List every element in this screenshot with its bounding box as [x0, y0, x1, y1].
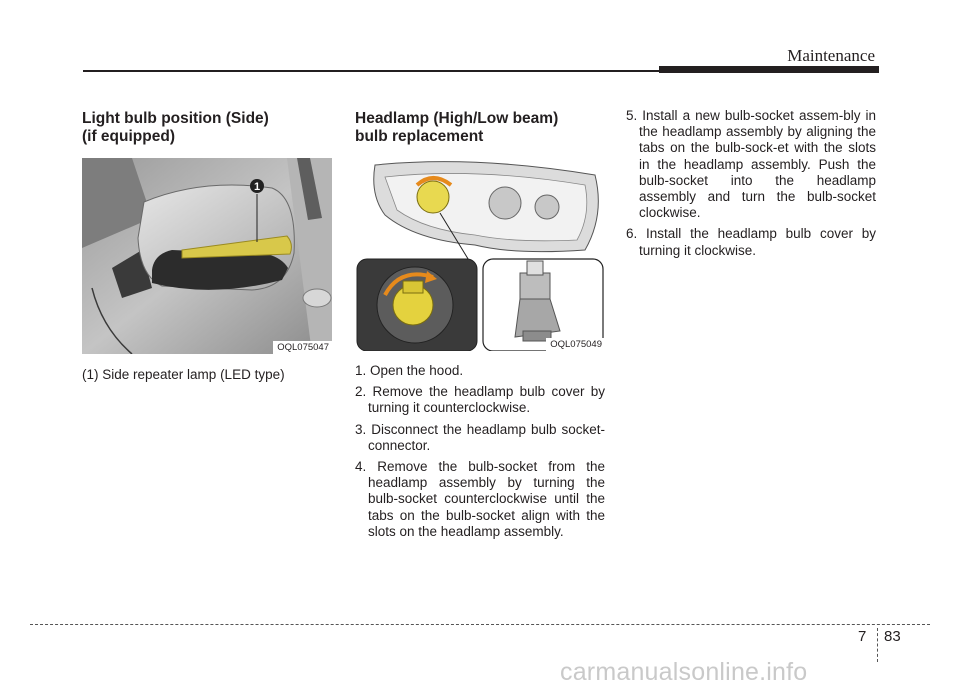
step-item: 4. Remove the bulb-socket from the headlamp assembly by turning the bulb-socket counterclockwise until the tabs on the bulb-socket align with the slots on the headlamp assembly. — [355, 459, 605, 539]
header-rule-accent — [659, 66, 879, 73]
figure-caption: (1) Side repeater lamp (LED type) — [82, 367, 285, 382]
callout-number: 1 — [253, 181, 261, 193]
chapter-number: 7 — [858, 628, 867, 645]
footer-rule — [30, 624, 930, 625]
headlamp-steps-continued — [626, 108, 876, 264]
page-number: 83 — [884, 628, 901, 645]
headlamp-section — [355, 110, 605, 545]
side-lamp-heading — [82, 110, 332, 146]
step-item: 2. Remove the headlamp bulb cover by turning it counterclockwise. — [355, 384, 605, 416]
watermark: carmanualsonline.info — [560, 658, 808, 686]
side-mirror-illustration — [82, 158, 332, 354]
heading-line: (if equipped) — [82, 128, 175, 145]
figure-code: OQL075049 — [546, 338, 605, 351]
headlamp-steps-list-continued — [626, 108, 876, 259]
headlamp-illustration — [355, 155, 605, 351]
side-mirror-figure — [82, 158, 332, 354]
step-item: 6. Install the headlamp bulb cover by turning it clockwise. — [626, 226, 876, 258]
footer-divider — [877, 628, 878, 662]
heading-line: Headlamp (High/Low beam) — [355, 110, 559, 127]
header-rule — [83, 70, 659, 72]
step-item: 5. Install a new bulb-socket assem-bly in the headlamp assembly by aligning the tabs on the bulb-sock-et with the slots in the headlamp assembly. Push the bulb-socket into the headlamp assembly and turn the bulb-socket clockwise. — [626, 108, 876, 221]
page-header-title: Maintenance — [787, 46, 875, 65]
heading-line: Light bulb position (Side) — [82, 110, 269, 127]
headlamp-heading — [355, 110, 605, 146]
headlamp-figure — [355, 155, 605, 351]
step-item: 1. Open the hood. — [355, 363, 464, 378]
headlamp-steps-list — [355, 363, 605, 540]
step-item: 3. Disconnect the headlamp bulb socket-connector. — [355, 421, 605, 453]
figure-code: OQL075047 — [273, 341, 332, 354]
heading-line: bulb replacement — [355, 128, 484, 145]
side-lamp-section — [82, 110, 332, 383]
